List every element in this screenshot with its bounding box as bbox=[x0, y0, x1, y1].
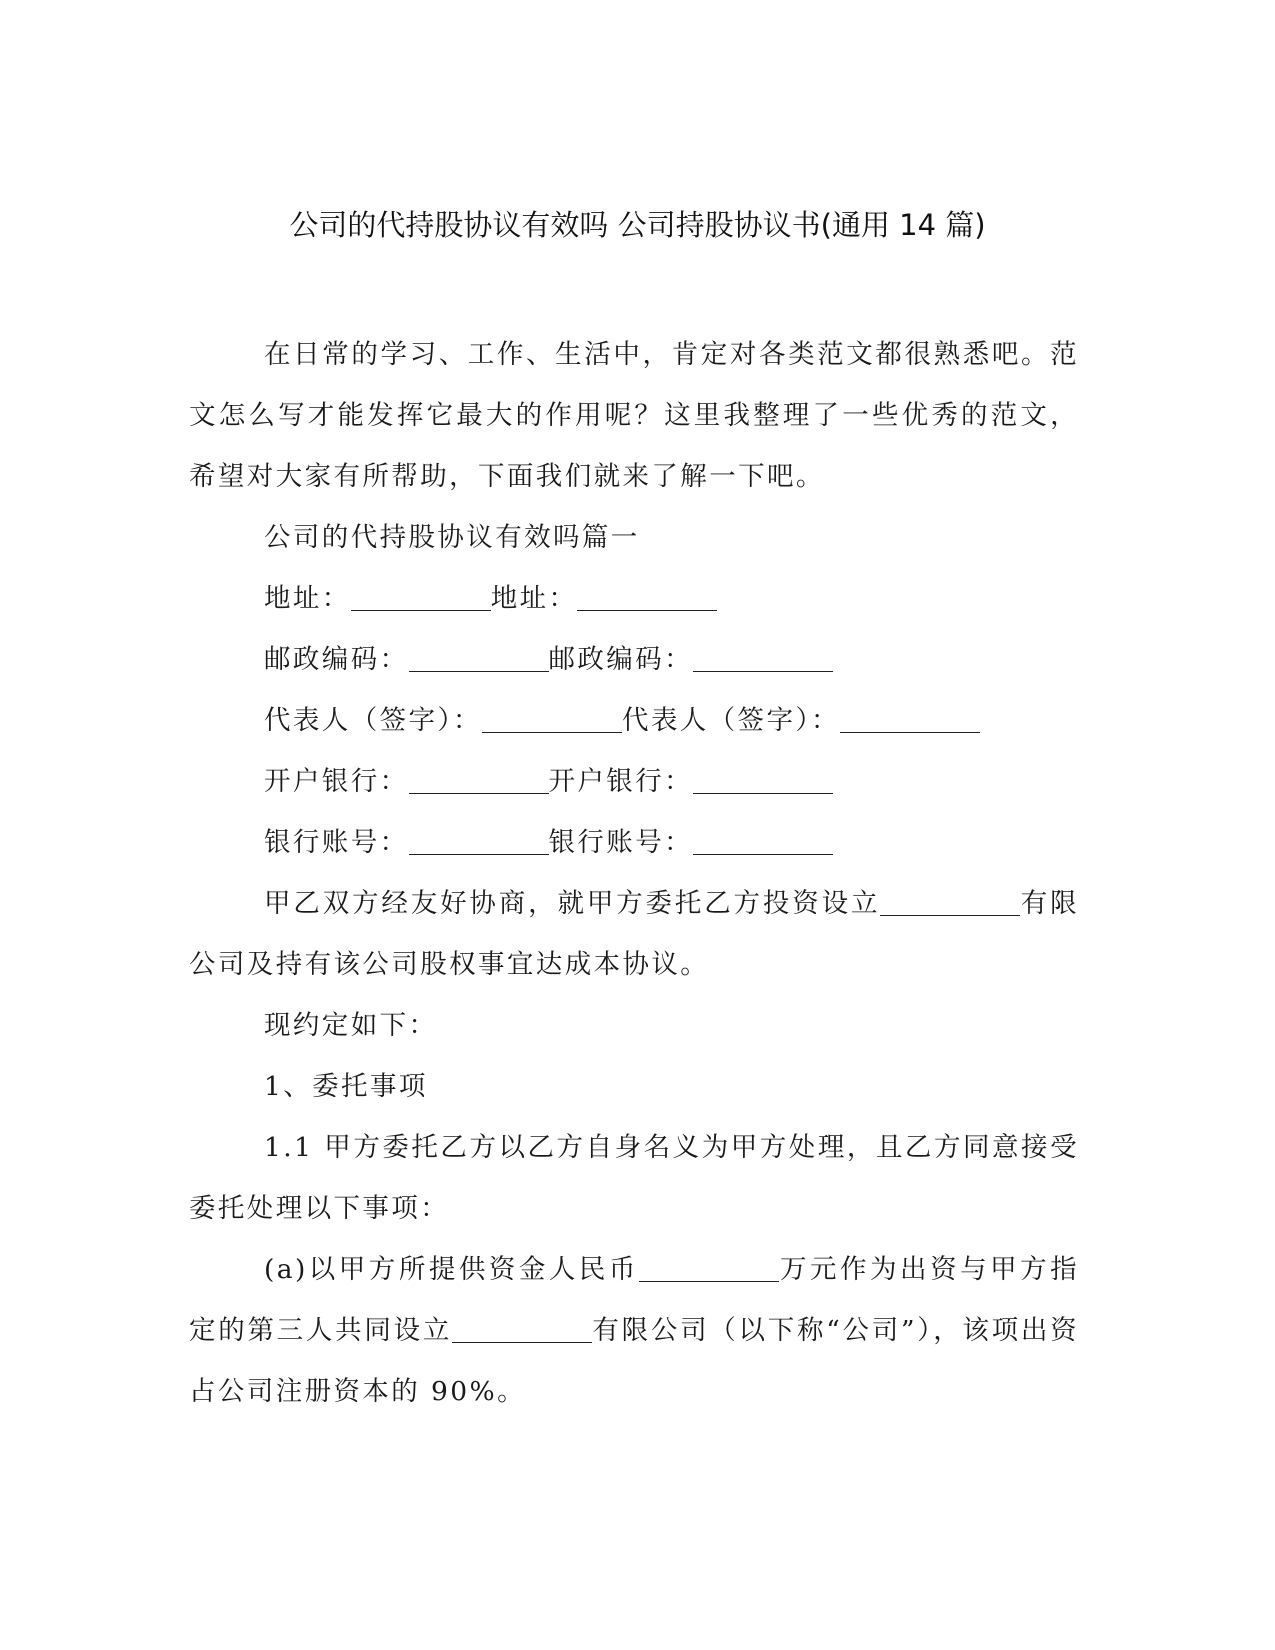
clause-a-text: 万元作为出资与甲方指定的第三人共同设立 bbox=[189, 1254, 1080, 1346]
field-row-bank bbox=[189, 751, 1079, 812]
field-label: 银行账号： bbox=[264, 827, 409, 858]
field-row-address bbox=[189, 568, 1079, 629]
document-title: 公司的代持股协议有效吗 公司持股协议书(通用 14 篇) bbox=[289, 208, 986, 242]
blank-line bbox=[693, 645, 833, 672]
document-body bbox=[189, 324, 1079, 1422]
clause-1-1-paragraph: 1.1 甲方委托乙方以乙方自身名义为甲方处理，且乙方同意接受委托处理以下事项： bbox=[189, 1132, 1079, 1224]
field-label: 邮政编码： bbox=[264, 644, 409, 675]
blank-line bbox=[693, 828, 833, 855]
blank-line bbox=[351, 584, 491, 611]
blank-line bbox=[452, 1316, 592, 1343]
blank-line bbox=[482, 706, 622, 733]
field-row-representative bbox=[189, 690, 1079, 751]
clause-a-paragraph bbox=[189, 1239, 1079, 1422]
field-label: 邮政编码： bbox=[548, 644, 693, 675]
blank-line bbox=[693, 767, 833, 794]
intro-paragraph: 在日常的学习、工作、生活中，肯定对各类范文都很熟悉吧。范文怎么写才能发挥它最大的作用呢？这里我整理了一些优秀的范文，希望对大家有所帮助，下面我们就来了解一下吧。 bbox=[189, 339, 1079, 492]
clause-a-text: (a)以甲方所提供资金人民币 bbox=[264, 1254, 639, 1285]
field-label: 开户银行： bbox=[264, 766, 409, 797]
clause-1-heading: 1、委托事项 bbox=[264, 1071, 428, 1102]
blank-line bbox=[880, 889, 1020, 916]
field-label: 银行账号： bbox=[548, 827, 693, 858]
field-label: 开户银行： bbox=[548, 766, 693, 797]
agreement-intro-text: 有限公司及持有该公司股权事宜达成本协议。 bbox=[189, 888, 1079, 980]
blank-line bbox=[577, 584, 717, 611]
blank-line bbox=[639, 1255, 779, 1282]
field-row-account bbox=[189, 812, 1079, 873]
field-label: 地址： bbox=[490, 583, 578, 614]
field-label: 地址： bbox=[264, 583, 351, 614]
agreement-intro-paragraph bbox=[189, 873, 1079, 995]
field-label: 代表人（签字）： bbox=[264, 705, 482, 736]
section-heading: 公司的代持股协议有效吗篇一 bbox=[264, 522, 640, 553]
blank-line bbox=[409, 828, 549, 855]
agreed-as-follows: 现约定如下： bbox=[264, 1010, 438, 1041]
blank-line bbox=[409, 767, 549, 794]
blank-line bbox=[409, 645, 549, 672]
agreement-intro-text: 甲乙双方经友好协商，就甲方委托乙方投资设立 bbox=[264, 888, 881, 919]
clause-a-text: 有限公司（以下称“公司”），该项出资占公司注册资本的 90%。 bbox=[189, 1315, 1080, 1407]
field-label: 代表人（签字）： bbox=[621, 705, 840, 736]
blank-line bbox=[840, 706, 980, 733]
field-row-postal-code bbox=[189, 629, 1079, 690]
